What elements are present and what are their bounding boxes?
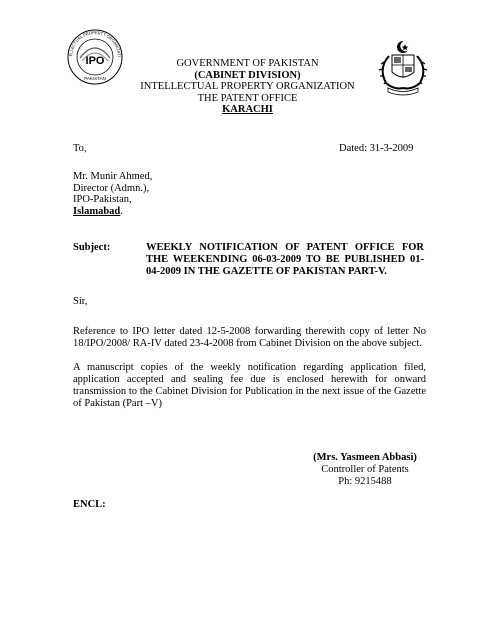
body-paragraph-2: A manuscript copies of the weekly notification regarding application filed, application accepted and sealing fee due is enclosed herewith for onward transmission to the Cabinet Division for Publication in the next issue of the Gazette of Pakistan (Part –V) bbox=[73, 362, 426, 409]
addressee-city-line bbox=[73, 206, 152, 218]
government-emblem-icon bbox=[372, 38, 434, 96]
ipo-logo-bottom-text: PAKISTAN bbox=[84, 76, 106, 81]
header-division: (CABINET DIVISION) bbox=[194, 69, 301, 81]
ipo-logo-text: IPO bbox=[85, 55, 105, 67]
addressee-block bbox=[73, 171, 152, 217]
letterhead bbox=[120, 58, 375, 116]
addressee-city-suffix: . bbox=[120, 205, 123, 217]
signatory-phone: Ph: 9215488 bbox=[338, 476, 392, 487]
header-organization: INTELLECTUAL PROPERTY ORGANIZATION bbox=[140, 81, 355, 92]
signatory-title: Controller of Patents bbox=[321, 464, 409, 475]
header-city: KARACHI bbox=[222, 104, 273, 115]
enclosure-label: ENCL: bbox=[73, 499, 106, 510]
header-office: THE PATENT OFFICE bbox=[197, 92, 298, 104]
subject-text: WEEKLY NOTIFICATION OF PATENT OFFICE FOR THE WEEKENDING 06-03-2009 TO BE PUBLISHED 01-04-2009 IN THE GAZETTE OF PAKISTAN PART-V. bbox=[146, 242, 424, 277]
date-line: Dated: 31-3-2009 bbox=[339, 143, 414, 154]
addressee-city: Islamabad bbox=[73, 205, 121, 217]
ipo-logo-ring-text: ELLECTUAL PROPERTY ORGANIZATI bbox=[67, 29, 123, 57]
signatory-name: (Mrs. Yasmeen Abbasi) bbox=[313, 452, 417, 463]
addressee-org: IPO-Pakistan, bbox=[73, 194, 132, 205]
to-label: To, bbox=[73, 143, 87, 154]
addressee-name: Mr. Munir Ahmed, bbox=[73, 171, 153, 182]
ipo-logo bbox=[66, 28, 124, 86]
header-government: GOVERNMENT OF PAKISTAN bbox=[176, 58, 319, 69]
subject-label: Subject: bbox=[73, 242, 111, 253]
signature-block bbox=[290, 452, 440, 488]
addressee-title: Director (Admn.), bbox=[73, 182, 150, 194]
salutation: Sir, bbox=[73, 296, 88, 307]
body-paragraph-1: Reference to IPO letter dated 12-5-2008 forwarding therewith copy of letter No 18/IPO/2008/ RA-IV dated 23-4-2008 from Cabinet Division on the above subject. bbox=[73, 326, 426, 349]
